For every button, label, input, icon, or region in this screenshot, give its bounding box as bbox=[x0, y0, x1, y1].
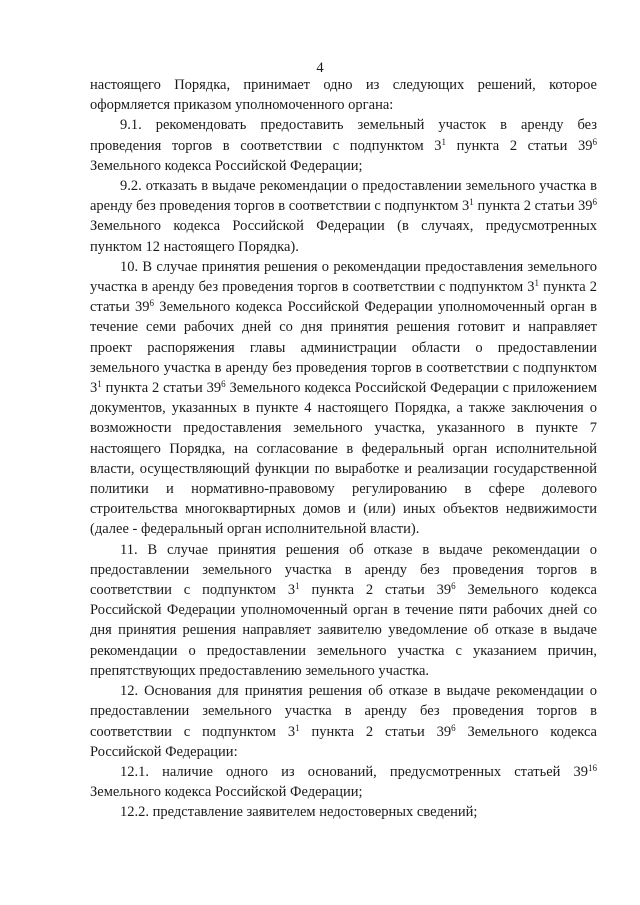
superscript: 6 bbox=[592, 197, 597, 208]
text: Земельного кодекса Российской Федерации уполномоченный орган в течение пяти рабочих дней со дня принятия решения направляет заявителю уведомление об отказе в выдаче рекомендации о предоставлении земельного участка с указанием причин, препятствующих предоставлению земельного участка. bbox=[90, 582, 597, 679]
superscript: 16 bbox=[588, 762, 597, 773]
text: 12. Основания для принятия решения об отказе в выдаче рекомендации о предоставлении земельного участка в аренду без проведения торгов в соответствии с подпунктом 3 bbox=[90, 683, 597, 740]
text: пункта 2 статьи 39 bbox=[446, 137, 593, 154]
paragraph-11 bbox=[90, 540, 597, 681]
text: пункта 2 статьи 39 bbox=[90, 279, 597, 316]
superscript: 1 bbox=[295, 581, 300, 592]
text: Земельного кодекса Российской Федерации уполномоченный орган в течение семи рабочих дней со дня принятия решения готовит и направляет проект распоряжения главы администрации области о предоставлении земельного участка в аренду без проведения торгов в соответствии с подпунктом 3 bbox=[90, 299, 597, 397]
text: 9.2. отказать в выдаче рекомендации о предоставлении земельного участка в аренду без проведения торгов в соответствии с подпунктом 3 bbox=[90, 178, 597, 215]
paragraph-continuation bbox=[90, 75, 597, 115]
paragraph-12-1 bbox=[90, 762, 597, 802]
paragraph-9-1 bbox=[90, 115, 597, 176]
paragraph-10 bbox=[90, 257, 597, 540]
text: Земельного кодекса Российской Федерации; bbox=[90, 157, 363, 174]
superscript: 1 bbox=[534, 278, 540, 289]
text: 12.2. представление заявителем недостоверных сведений; bbox=[120, 804, 478, 821]
text: пункта 2 статьи 39 bbox=[299, 582, 452, 599]
superscript: 6 bbox=[451, 722, 456, 733]
text: 9.1. рекомендовать предоставить земельный участок в аренду без проведения торгов в соответствии с подпунктом 3 bbox=[90, 117, 597, 154]
paragraph-12-2 bbox=[90, 802, 597, 822]
text: Земельного кодекса Российской Федерации; bbox=[90, 784, 363, 801]
text: Земельного кодекса Российской Федерации с приложением документов, указанных в пункте 4 настоящего Порядка, а также заключения о возможности предоставления земельного участка, указанного в пункте 7 настоящего Порядка, на согласование в федеральный орган исполнительной власти, осуществляющий функции по выработке и реализации государственной политики и нормативно-правовому регулированию в сфере долевого строительства многоквартирных домов и (или) иных объектов недвижимости (далее - федеральный орган исполнительной власти). bbox=[90, 380, 598, 538]
page-number: 4 bbox=[316, 60, 324, 76]
superscript: 6 bbox=[451, 581, 456, 592]
superscript: 1 bbox=[469, 197, 474, 208]
text: пункта 2 статьи 39 bbox=[473, 198, 593, 215]
superscript: 1 bbox=[295, 722, 300, 733]
superscript: 6 bbox=[149, 298, 155, 309]
paragraph-12 bbox=[90, 681, 597, 762]
document-body bbox=[90, 75, 597, 823]
text: Земельного кодекса Российской Федерации (в случаях, предусмотренных пунктом 12 настоящего Порядка). bbox=[90, 218, 597, 255]
text: пункта 2 статьи 39 bbox=[101, 380, 222, 397]
superscript: 1 bbox=[441, 136, 447, 147]
superscript: 6 bbox=[221, 379, 226, 390]
text: настоящего Порядка, принимает одно из следующих решений, которое оформляется приказом уполномоченного органа: bbox=[90, 77, 597, 114]
superscript: 6 bbox=[592, 136, 597, 147]
text: пункта 2 статьи 39 bbox=[299, 723, 452, 740]
superscript: 1 bbox=[97, 379, 102, 390]
text: Земельного кодекса Российской Федерации: bbox=[90, 723, 597, 760]
text: 10. В случае принятия решения о рекомендации предоставления земельного участка в аренду без проведения торгов в соответствии с подпунктом 3 bbox=[90, 258, 597, 296]
text: 11. В случае принятия решения об отказе в выдаче рекомендации о предоставлении земельного участка в аренду без проведения торгов в соответствии с подпунктом 3 bbox=[90, 541, 597, 599]
text: 12.1. наличие одного из оснований, предусмотренных статьей 39 bbox=[120, 763, 588, 780]
paragraph-9-2 bbox=[90, 176, 597, 257]
